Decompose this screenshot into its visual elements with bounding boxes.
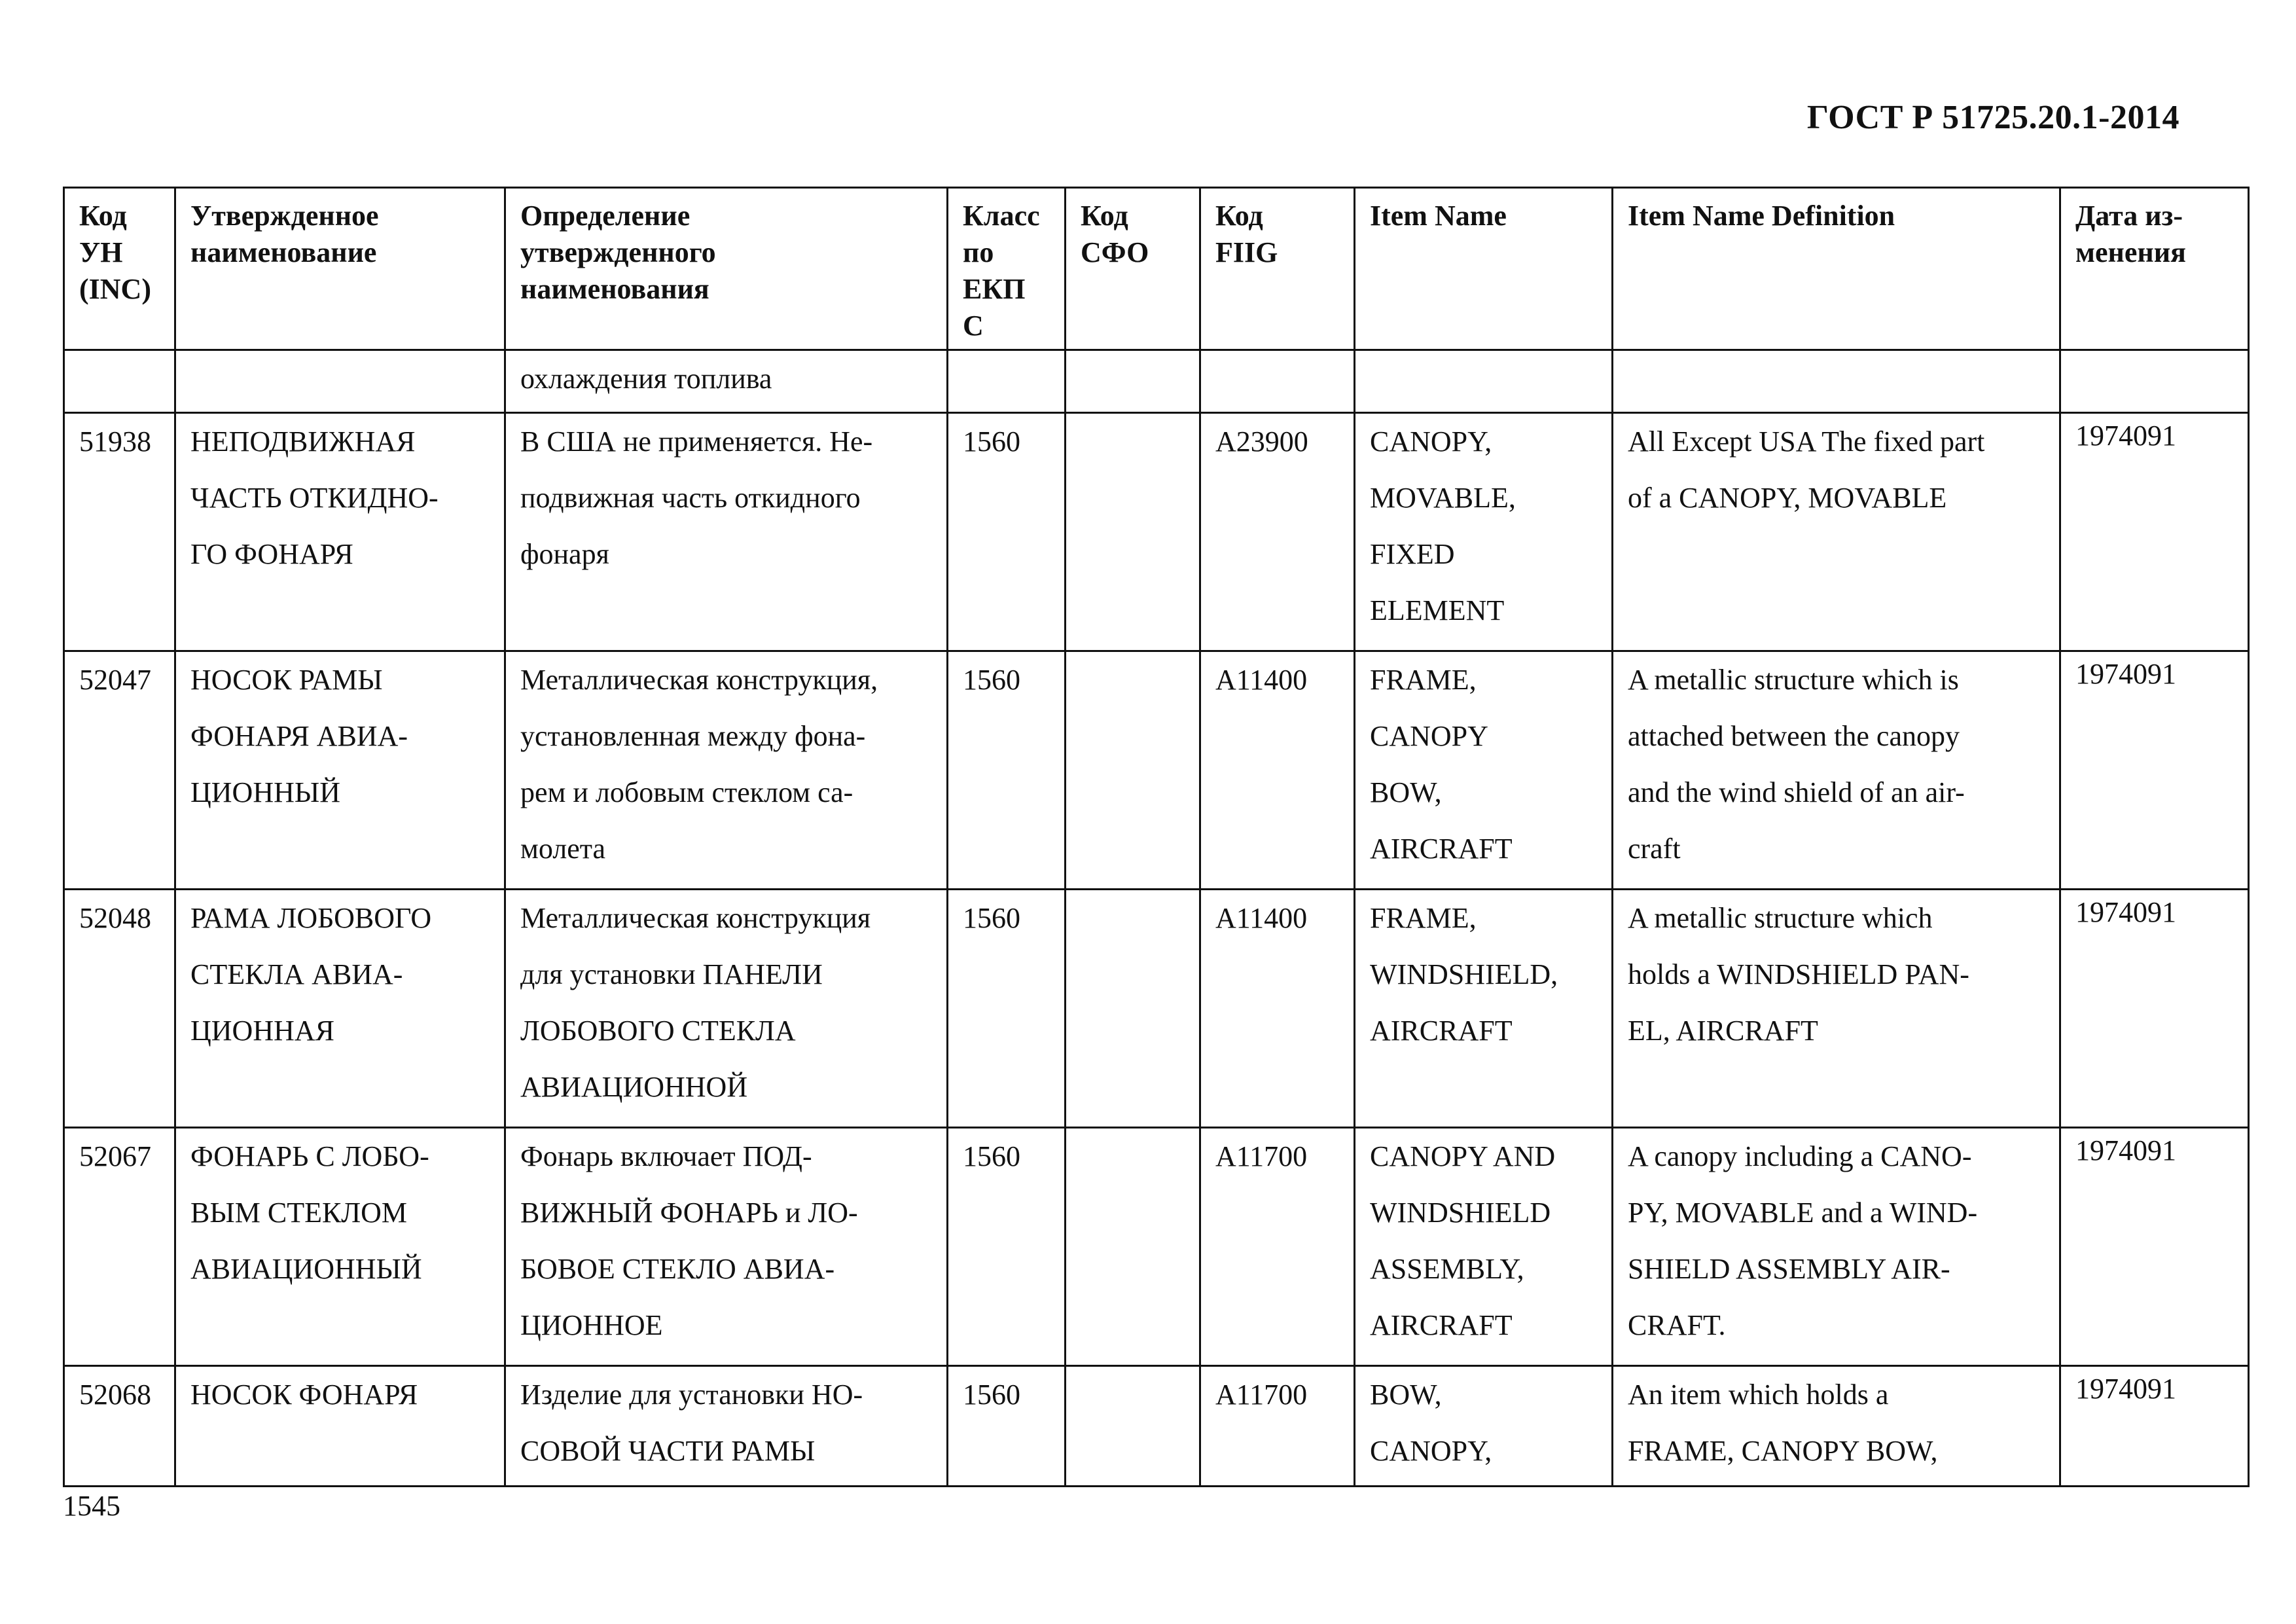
- cell-item-name-definition: A metallic structure which is attached between the canopy and the wind shield of an air- craft: [1613, 651, 2060, 890]
- cell-approved-name: НОСОК ФОНАРЯ: [175, 1366, 505, 1487]
- cell-item-name-definition: An item which holds a FRAME, CANOPY BOW,: [1613, 1366, 2060, 1487]
- cell-item-name-definition: All Except USA The fixed part of a CANOPY, MOVABLE: [1613, 413, 2060, 651]
- cell-class: 1560: [948, 413, 1066, 651]
- cell-inc-code: 52067: [64, 1128, 175, 1366]
- cell-approved-name: РАМА ЛОБОВОГО СТЕКЛА АВИА- ЦИОННАЯ: [175, 890, 505, 1128]
- cell-change-date: 1974091: [2060, 1128, 2249, 1366]
- header-name-definition: Определение утвержденного наименования: [505, 188, 948, 350]
- cell-item-name: CANOPY AND WINDSHIELD ASSEMBLY, AIRCRAFT: [1355, 1128, 1613, 1366]
- cell-item-name: [1355, 350, 1613, 413]
- cell-item-name-definition: A metallic structure which holds a WINDSHIELD PAN- EL, AIRCRAFT: [1613, 890, 2060, 1128]
- header-class: Класс по ЕКП С: [948, 188, 1066, 350]
- cell-name-definition: Металлическая конструкция для установки ПАНЕЛИ ЛОБОВОГО СТЕКЛА АВИАЦИОННОЙ: [505, 890, 948, 1128]
- cell-fiig-code: [1200, 350, 1355, 413]
- cell-class: 1560: [948, 890, 1066, 1128]
- table-row: [64, 1128, 2249, 1366]
- cell-item-name: CANOPY, MOVABLE, FIXED ELEMENT: [1355, 413, 1613, 651]
- cell-fiig-code: A23900: [1200, 413, 1355, 651]
- cell-approved-name: ФОНАРЬ С ЛОБО- ВЫМ СТЕКЛОМ АВИАЦИОННЫЙ: [175, 1128, 505, 1366]
- cell-class: 1560: [948, 1366, 1066, 1487]
- cell-sfo-code: [1066, 1128, 1200, 1366]
- cell-inc-code: [64, 350, 175, 413]
- cell-change-date: 1974091: [2060, 890, 2249, 1128]
- cell-fiig-code: A11400: [1200, 651, 1355, 890]
- cell-change-date: 1974091: [2060, 1366, 2249, 1487]
- cell-class: 1560: [948, 651, 1066, 890]
- cell-fiig-code: A11700: [1200, 1366, 1355, 1487]
- cell-change-date: [2060, 350, 2249, 413]
- cell-approved-name: [175, 350, 505, 413]
- header-change-date: Дата из- менения: [2060, 188, 2249, 350]
- cell-approved-name: НОСОК РАМЫ ФОНАРЯ АВИА- ЦИОННЫЙ: [175, 651, 505, 890]
- cell-change-date: 1974091: [2060, 413, 2249, 651]
- cell-item-name: FRAME, WINDSHIELD, AIRCRAFT: [1355, 890, 1613, 1128]
- cell-item-name-definition: A canopy including a CANO- PY, MOVABLE and a WIND- SHIELD ASSEMBLY AIR- CRAFT.: [1613, 1128, 2060, 1366]
- cell-sfo-code: [1066, 413, 1200, 651]
- cell-inc-code: 52068: [64, 1366, 175, 1487]
- cell-fiig-code: A11700: [1200, 1128, 1355, 1366]
- cell-approved-name: НЕПОДВИЖНАЯ ЧАСТЬ ОТКИДНО- ГО ФОНАРЯ: [175, 413, 505, 651]
- cell-sfo-code: [1066, 890, 1200, 1128]
- cell-change-date: 1974091: [2060, 651, 2249, 890]
- cell-name-definition: Фонарь включает ПОД- ВИЖНЫЙ ФОНАРЬ и ЛО- БОВОЕ СТЕКЛО АВИА- ЦИОННОЕ: [505, 1128, 948, 1366]
- cell-name-definition: В США не применяется. Не- подвижная часть откидного фонаря: [505, 413, 948, 651]
- cell-item-name: BOW, CANOPY,: [1355, 1366, 1613, 1487]
- cell-sfo-code: [1066, 651, 1200, 890]
- table-row: [64, 413, 2249, 651]
- cell-name-definition: Металлическая конструкция, установленная между фона- рем и лобовым стеклом са- молета: [505, 651, 948, 890]
- cell-inc-code: 51938: [64, 413, 175, 651]
- document-header: ГОСТ Р 51725.20.1-2014: [1806, 99, 2179, 136]
- table-row: [64, 1366, 2249, 1487]
- header-sfo-code: Код СФО: [1066, 188, 1200, 350]
- cell-name-definition: охлаждения топлива: [505, 350, 948, 413]
- table-header-row: [64, 188, 2249, 350]
- cell-class: [948, 350, 1066, 413]
- cell-sfo-code: [1066, 350, 1200, 413]
- cell-inc-code: 52048: [64, 890, 175, 1128]
- cell-sfo-code: [1066, 1366, 1200, 1487]
- cell-fiig-code: A11400: [1200, 890, 1355, 1128]
- cell-item-name-definition: [1613, 350, 2060, 413]
- header-item-name: Item Name: [1355, 188, 1613, 350]
- header-inc-code: Код УН (INC): [64, 188, 175, 350]
- cell-inc-code: 52047: [64, 651, 175, 890]
- header-approved-name: Утвержденное наименование: [175, 188, 505, 350]
- header-item-name-definition: Item Name Definition: [1613, 188, 2060, 350]
- cell-item-name: FRAME, CANOPY BOW, AIRCRAFT: [1355, 651, 1613, 890]
- cell-name-definition: Изделие для установки НО- СОВОЙ ЧАСТИ РАМЫ: [505, 1366, 948, 1487]
- nomenclature-table: [63, 187, 2250, 1487]
- table-row: [64, 651, 2249, 890]
- header-fiig-code: Код FIIG: [1200, 188, 1355, 350]
- cell-class: 1560: [948, 1128, 1066, 1366]
- page-number: 1545: [63, 1490, 120, 1522]
- table-row: [64, 350, 2249, 413]
- table-row: [64, 890, 2249, 1128]
